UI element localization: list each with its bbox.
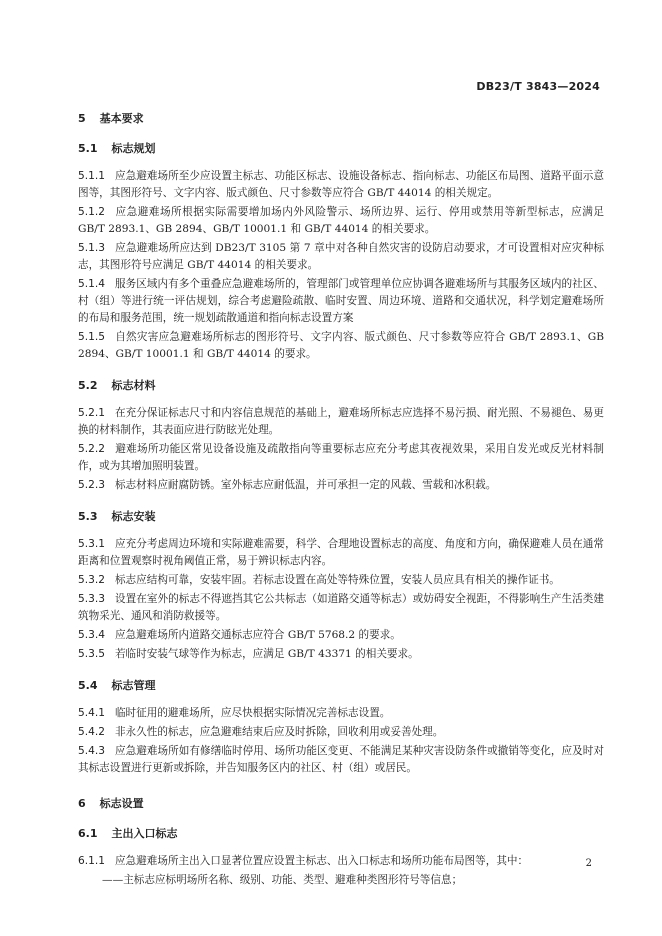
section-heading: [78, 110, 604, 126]
clause-number: 5.3.1: [78, 538, 105, 550]
clause-number: 5.2.1: [78, 407, 105, 419]
heading-title: 基本要求: [99, 112, 144, 125]
clause-text: 应急避难场所内道路交通标志应符合 GB/T 5768.2 的要求。: [114, 629, 401, 641]
clause-paragraph: [78, 204, 604, 238]
subsection-heading: [78, 825, 604, 841]
clause-text: 标志应结构可靠，安装牢固。若标志设置在高处等特殊位置，安装人员应具有相关的操作证书。: [114, 574, 560, 586]
clause-paragraph: [78, 705, 604, 722]
subsection-heading: [78, 140, 604, 156]
clause-number: 5.4.2: [78, 726, 105, 738]
clause-paragraph: [78, 168, 604, 202]
clause-number: 5.4.1: [78, 707, 105, 719]
section-heading: [78, 795, 604, 811]
clause-paragraph: [78, 329, 604, 363]
clause-paragraph: [78, 536, 604, 570]
clause-number: 5.3.2: [78, 574, 105, 586]
heading-number: 5: [78, 112, 86, 125]
heading-title: 标志设置: [99, 797, 144, 810]
clause-paragraph: [78, 743, 604, 777]
clause-number: 5.3.3: [78, 593, 105, 605]
clause-text: 临时征用的避难场所，应尽快根据实际情况完善标志设置。: [114, 707, 391, 719]
clause-number: 5.1.4: [78, 278, 105, 290]
standard-code: DB23/T 3843—2024: [476, 80, 600, 93]
clause-paragraph: [78, 276, 604, 327]
clause-paragraph: [78, 240, 604, 274]
clause-number: 5.2.3: [78, 479, 105, 491]
heading-number: 5.4: [78, 679, 98, 692]
clause-text: 在充分保证标志尺寸和内容信息规范的基础上，避难场所标志应选择不易污损、耐光照、不易褪色、易更换的材料制作，其表面应进行防眩光处理。: [78, 407, 604, 436]
clause-number: 5.1.2: [78, 206, 105, 218]
heading-number: 5.3: [78, 510, 98, 523]
clause-paragraph: [78, 853, 604, 870]
clause-number: 5.4.3: [78, 745, 105, 757]
clause-number: 5.3.4: [78, 629, 105, 641]
clause-text: 设置在室外的标志不得遮挡其它公共标志（如道路交通等标志）或妨碍安全视距，不得影响生产生活类建筑物采光、通风和消防救援等。: [78, 593, 604, 622]
clause-number: 6.1.1: [78, 855, 105, 867]
clause-text: 自然灾害应急避难场所标志的图形符号、文字内容、版式颜色、尺寸参数等应符合 GB/T 2893.1、GB 2894、GB/T 10001.1 和 GB/T 44014 的要求。: [78, 331, 604, 360]
clause-paragraph: [78, 646, 604, 663]
heading-title: 标志管理: [111, 679, 156, 692]
clause-number: 5.3.5: [78, 648, 105, 660]
page-number: 2: [585, 858, 592, 869]
clause-number: 5.2.2: [78, 443, 105, 455]
clause-text: 应急避难场所应达到 DB23/T 3105 第 7 章中对各种自然灾害的设防启动要求，才可设置相对应灾种标志，其图形符号应满足 GB/T 44014 的相关要求。: [78, 242, 604, 271]
subsection-heading: [78, 677, 604, 693]
clause-paragraph: [78, 724, 604, 741]
heading-number: 6: [78, 797, 86, 810]
subsection-heading: [78, 508, 604, 524]
clause-paragraph: [78, 405, 604, 439]
subsection-heading: [78, 377, 604, 393]
list-item: ——主标志应标明场所名称、级别、功能、类型、避难种类图形符号等信息；: [102, 874, 463, 886]
clause-text: 应充分考虑周边环境和实际避难需要，科学、合理地设置标志的高度、角度和方向，确保避难人员在通常距离和位置观察时视角阈值正常，易于辨识标志内容。: [78, 538, 604, 567]
clause-paragraph: [78, 572, 604, 589]
clause-paragraph: [78, 441, 604, 475]
clause-number: 5.1.3: [78, 242, 105, 254]
clause-text: 应急避难场所如有修缮临时停用、场所功能区变更、不能满足某种灾害设防条件或撤销等变化，应及时对其标志设置进行更新或拆除，并告知服务区内的社区、村（组）或居民。: [78, 745, 604, 774]
clause-paragraph: [78, 591, 604, 625]
clause-text: 服务区域内有多个重叠应急避难场所的，管理部门或管理单位应协调各避难场所与其服务区域内的社区、村（组）等进行统一评估规划，综合考虑避险疏散、临时安置、周边环境、道路和交通状况，科学划定避难场所的布局和服务范围，统一规划疏散通道和指向标志设置方案: [78, 278, 604, 324]
clause-text: 若临时安装气球等作为标志，应满足 GB/T 43371 的相关要求。: [114, 648, 419, 660]
heading-title: 标志安装: [111, 510, 156, 523]
heading-number: 6.1: [78, 827, 98, 840]
heading-title: 主出入口标志: [111, 827, 178, 840]
clause-text: 非永久性的标志，应急避难结束后应及时拆除，回收利用或妥善处理。: [114, 726, 444, 738]
clause-paragraph: [78, 627, 604, 644]
heading-title: 标志材料: [111, 379, 156, 392]
heading-title: 标志规划: [111, 142, 156, 155]
clause-paragraph: [78, 477, 604, 494]
heading-number: 5.1: [78, 142, 98, 155]
clause-number: 5.1.5: [78, 331, 105, 343]
clause-text: 避难场所功能区常见设备设施及疏散指向等重要标志应充分考虑其夜视效果，采用自发光或反光材料制作，或为其增加照明装置。: [78, 443, 604, 472]
clause-text: 应急避难场所至少应设置主标志、功能区标志、设施设备标志、指向标志、功能区布局图、道路平面示意图等，其图形符号、文字内容、版式颜色、尺寸参数等应符合 GB/T 44014 的相关规定。: [78, 170, 604, 199]
clause-text: 应急避难场所根据实际需要增加场内外风险警示、场所边界、运行、停用或禁用等新型标志，应满足 GB/T 2893.1、GB 2894、GB/T 10001.1 和 GB/T 44014 的相关要求。: [78, 206, 604, 235]
clause-number: 5.1.1: [78, 170, 105, 182]
clause-text: 应急避难场所主出入口显著位置应设置主标志、出入口标志和场所功能布局图等，其中：: [114, 855, 529, 867]
document-body: [78, 102, 604, 889]
heading-number: 5.2: [78, 379, 98, 392]
clause-text: 标志材料应耐腐防锈。室外标志应耐低温，并可承担一定的风载、雪载和冰积载。: [114, 479, 497, 491]
